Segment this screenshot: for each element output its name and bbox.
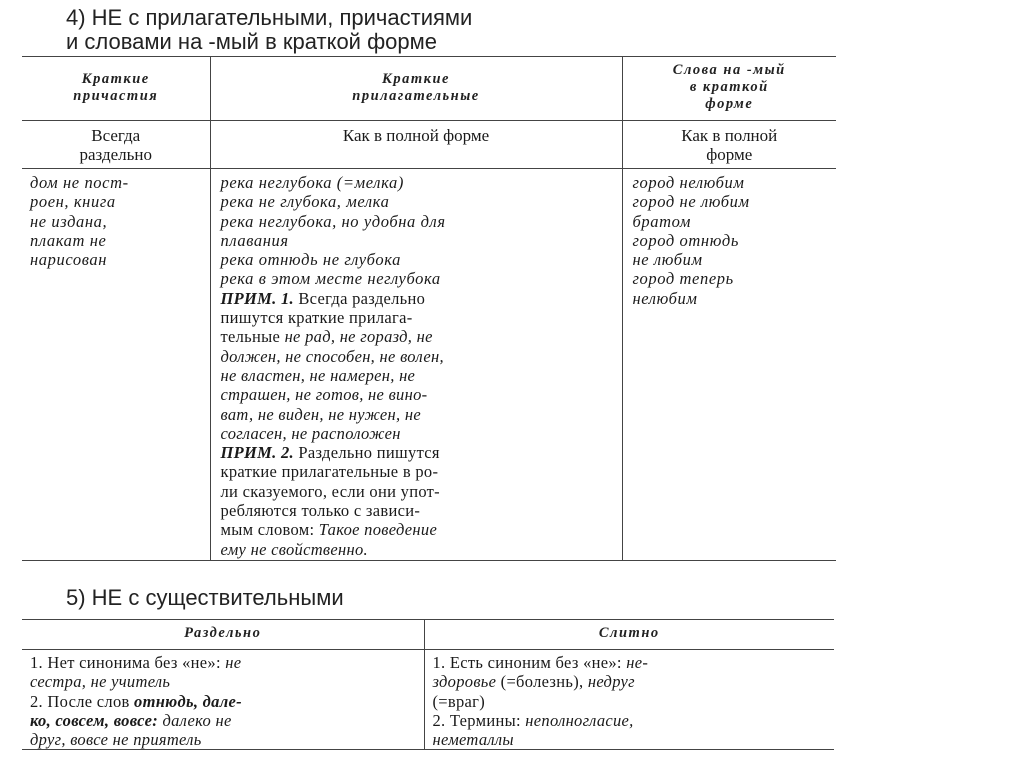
rule-text: (=враг)	[432, 691, 486, 711]
example-row	[22, 169, 836, 561]
section-4-title-line2: и словами на -мый в краткой форме	[66, 29, 438, 54]
rule-example: не-	[626, 653, 649, 672]
note-text: Всегда раздельно	[293, 288, 426, 308]
example-line: не любим	[632, 250, 703, 270]
example-line: роен, книга	[30, 192, 116, 212]
rule-keywords: отнюдь, дале-	[134, 691, 242, 711]
rule-example: неметаллы	[432, 730, 514, 750]
header-line: в краткой	[689, 79, 769, 95]
note-words: не рад, не горазд, не	[284, 327, 433, 347]
rule-line: Как в полной	[681, 126, 778, 145]
rule-line: раздельно	[79, 145, 152, 164]
rule-row	[22, 121, 836, 169]
rule-text: (=болезнь),	[496, 672, 588, 692]
rule-example: сестра, не учитель	[30, 672, 171, 692]
note-1-label: ПРИМ. 1.	[220, 288, 294, 308]
adjective-examples	[221, 173, 622, 289]
rule-line: форме	[706, 145, 753, 164]
example-line: дом не пост-	[30, 173, 129, 192]
header-short-adjectives	[210, 57, 622, 121]
noun-rules-row	[22, 650, 834, 750]
rule-text: 2. После слов	[30, 691, 135, 711]
example-line: плавания	[220, 230, 289, 250]
examples-myy-words	[622, 169, 836, 561]
note-2	[221, 443, 622, 559]
note-text: пишутся краткие прилага-	[220, 308, 413, 328]
together-rules	[424, 650, 834, 750]
rule-example: далеко не	[158, 710, 232, 730]
rule-col3	[622, 121, 836, 169]
rule-example: не	[225, 653, 242, 672]
table-header-row	[22, 57, 836, 121]
header-short-participles	[22, 57, 210, 121]
note-text: краткие прилагательные в ро-	[220, 462, 439, 482]
example-line: река неглубока, но удобна для	[220, 211, 446, 231]
header-line: Краткие	[382, 71, 450, 87]
rule-keywords: ко, совсем, вовсе:	[30, 710, 159, 730]
example-line: город теперь	[632, 269, 734, 289]
examples-participles	[22, 169, 210, 561]
header-line: Слова на -мый	[672, 62, 786, 78]
examples-adjectives	[210, 169, 622, 561]
example-line: плакат не	[30, 230, 107, 250]
header-together: Слитно	[424, 620, 834, 650]
rule-text: 1. Есть синоним без «не»:	[432, 653, 627, 672]
header-myy-words	[622, 57, 836, 121]
rule-text: 1. Нет синонима без «не»:	[30, 653, 226, 672]
note-text: ли сказуемого, если они упот-	[220, 481, 440, 501]
section-5-title: 5) НЕ с существительными	[66, 585, 344, 610]
header-line: Краткие	[81, 71, 150, 87]
note-words: должен, не способен, не волен,	[220, 346, 444, 366]
note-text: Раздельно пишутся	[293, 443, 440, 463]
example-line: нарисован	[30, 250, 107, 270]
rule-line: Всегда	[91, 126, 141, 145]
separately-rules	[22, 650, 424, 750]
example-line: река не глубока, мелка	[220, 192, 390, 212]
section-5-table	[22, 619, 834, 750]
example-line: город отнюдь	[632, 230, 739, 250]
header-line: прилагательные	[352, 88, 480, 104]
note-text: тельные	[220, 327, 285, 347]
note-words: ват, не виден, не нужен, не	[220, 404, 421, 424]
header-line: форме	[705, 96, 754, 112]
note-example: ему не свойственно.	[220, 539, 368, 559]
note-2-label: ПРИМ. 2.	[220, 443, 294, 463]
header-line: причастия	[73, 88, 159, 104]
example-line: город нелюбим	[632, 173, 745, 192]
section-4-title	[66, 6, 472, 54]
rule-col2	[210, 121, 622, 169]
example-line: река неглубока (=мелка)	[220, 173, 404, 192]
example-line: нелюбим	[632, 288, 698, 308]
note-words: согласен, не расположен	[220, 423, 401, 443]
section-4-title-line1: 4) НЕ с прилагательными, причастиями	[66, 5, 473, 30]
note-example: Такое поведение	[318, 520, 438, 540]
rule-col1	[22, 121, 210, 169]
note-text: ребляются только с зависи-	[220, 501, 421, 521]
rule-line: Как в полной форме	[342, 126, 490, 145]
note-1	[221, 289, 622, 443]
section-4-table	[22, 56, 836, 561]
note-words: страшен, не готов, не вино-	[220, 385, 428, 405]
table-header-row	[22, 620, 834, 650]
note-words: не властен, не намерен, не	[220, 365, 416, 385]
example-line: не издана,	[30, 211, 108, 231]
rule-example: недруг	[587, 672, 635, 692]
rule-example: здоровье	[432, 672, 497, 692]
example-line: братом	[632, 211, 691, 231]
header-separately: Раздельно	[22, 620, 424, 650]
rule-text: 2. Термины:	[432, 710, 526, 730]
example-line: город не любим	[632, 192, 750, 212]
rule-example: неполногласие,	[525, 710, 634, 730]
example-line: река в этом месте неглубока	[220, 269, 441, 289]
rule-example: друг, вовсе не приятель	[30, 730, 202, 750]
example-line: река отнюдь не глубока	[220, 250, 401, 270]
note-text: мым словом:	[220, 520, 319, 540]
